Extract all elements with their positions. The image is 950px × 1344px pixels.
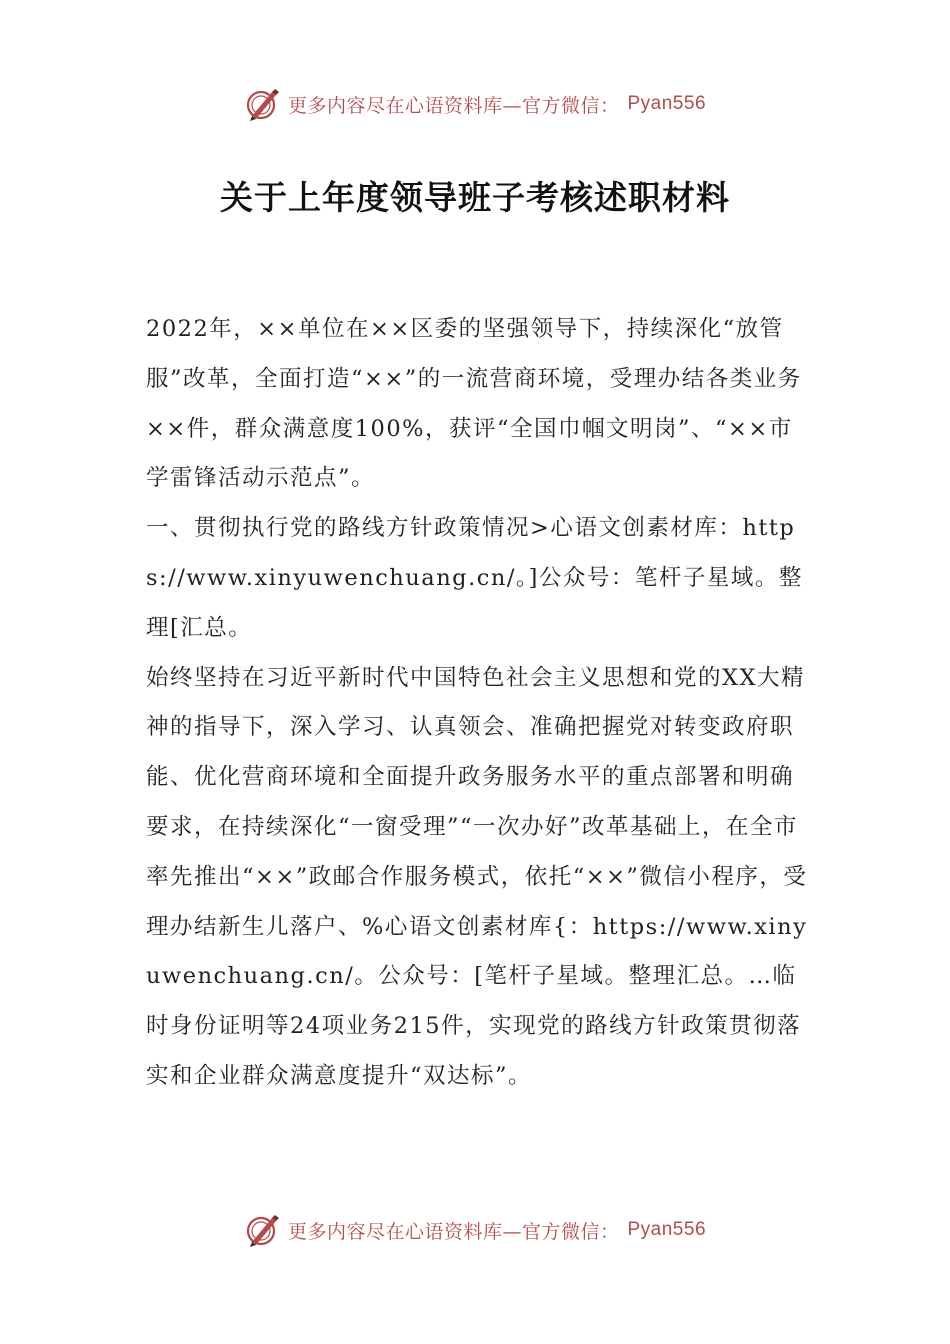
pen-circle-logo-icon xyxy=(244,1212,280,1248)
document-body xyxy=(146,305,816,1102)
footer-watermark-banner xyxy=(0,1208,950,1252)
watermark-text: 更多内容尽在心语资料库—官方微信： xyxy=(287,1220,620,1243)
paragraph-intro: 2022年，××单位在××区委的坚强领导下，持续深化“放管服”改革，全面打造“××”的一流营商环境，受理办结各类业务××件，群众满意度100%，获评“全国巾帼文明岗”、“××市学雷锋活动示范点”。 xyxy=(146,316,802,492)
watermark-text: 更多内容尽在心语资料库—官方微信： xyxy=(287,94,620,117)
pen-circle-logo-icon xyxy=(244,86,280,122)
header-watermark-banner xyxy=(0,82,950,126)
document-title: 关于上年度领导班子考核述职材料 xyxy=(220,178,730,217)
watermark-wechat-id: Pyan556 xyxy=(627,93,707,114)
paragraph-policy: 始终坚持在习近平新时代中国特色社会主义思想和党的XX大精神的指导下，深入学习、认真领会、准确把握党对转变政府职能、优化营商环境和全面提升政务服务水平的重点部署和明确要求，在持续深化“一窗受理”“一次办好”改革基础上，在全市率先推出“××”政邮合作服务模式，依托“××”微信小程序，受理办结新生儿落户、%心语文创素材库{：https://www.xinyuwenchuang.cn/。公众号：[笔杆子星域。整理汇总。…临时身份证明等24项业务215件，实现党的路线方针政策贯彻落实和企业群众满意度提升“双达标”。 xyxy=(146,664,808,1089)
paragraph-section-heading: 一、贯彻执行党的路线方针政策情况>心语文创素材库：https://www.xinyuwenchuang.cn/。]公众号：笔杆子星域。整理[汇总。 xyxy=(146,515,803,641)
watermark-wechat-id: Pyan556 xyxy=(627,1219,707,1240)
